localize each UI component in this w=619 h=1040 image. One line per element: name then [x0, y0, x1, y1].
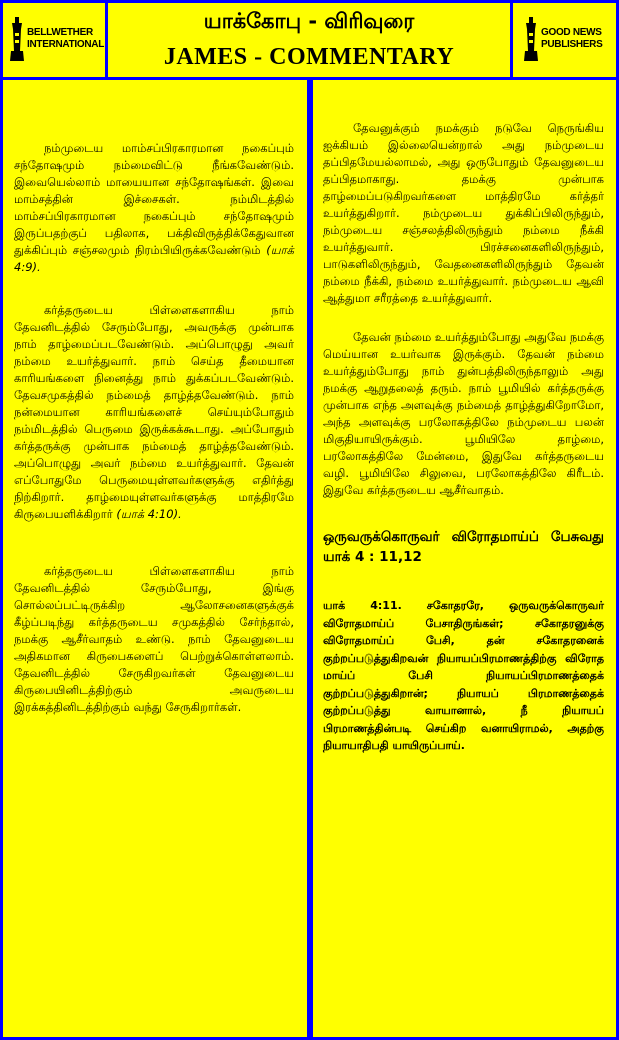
- left-column: [3, 80, 307, 1037]
- paragraph-text: கர்த்தருடைய பிள்ளைகளாகிய நாம் தேவனிடத்தில் சேரும்போது, இங்கு சொல்லப்பட்டிருக்கிற ஆலோசனைகளுக்குக் கீழ்ப்படிந்து கர்த்தருடைய சமுகத்தில் சேர்ந்தால், நமக்கு ஆசீர்வாதம் உண்டு. நாம் தேவனுடைய அதிகமான கிருபைகளைப் பெற்றுக்கொள்ளலாம். தேவனிடத்தில் சேருகிறவர்கள் தேவனுடைய கிருபையினிடத்திற்கும் அவருடைய இரக்கத்தினிடத்திற்கும் வந்து சேருகிறார்கள்.: [14, 564, 294, 714]
- right-paragraph-2: தேவன் நம்மை உயர்த்தும்போது அதுவே நமக்கு மெய்யான உயர்வாக இருக்கும். தேவன் நம்மை உயர்த்தும்போது நாம் துன்பத்திலிருந்தாலும் அது நமக்கு ஆறுதலைத் தரும். நாம் பூமியில் கர்த்தருக்கு முன்பாக எந்த அளவுக்கு நம்மைத் தாழ்த்துகிறோமோ, அந்த அளவுக்கு பரலோகத்திலே நம்முடைய பலன் மிகுதியாயிருக்கும். பூமியிலே தாழ்மை, பரலோகத்திலே மேன்மை, இதுவே கர்த்தருடைய வழி. பூமியிலே சிலுவை, பரலோகத்திலே கிரீடம். இதுவே கர்த்தருடைய ஆசீர்வாதம்.: [323, 330, 604, 497]
- left-paragraph-2: [14, 302, 294, 523]
- left-logo-line2: INTERNATIONAL: [27, 39, 105, 50]
- bellwether-logo: [9, 17, 104, 61]
- right-logo-line1: GOOD NEWS: [541, 27, 602, 38]
- tower-icon: [9, 17, 25, 61]
- good-news-logo: [523, 17, 602, 61]
- section-heading: ஒருவருக்கொருவர் விரோதமாய்ப் பேசுவது யாக் 4 : 11,12: [323, 529, 604, 565]
- verse-text: யாக் 4:11. சகோதரரே, ஒருவருக்கொருவர் விரோதமாய்ப் பேசாதிருங்கள்; சகோதரனுக்கு விரோதமாய்ப் பேசி, தன் சகோதரனைக் குற்றப்படுத்துகிறவன் நியாயப்பிரமாணத்திற்கு விரோத மாய்ப் பேசி நியாயப்பிரமாணத்தைக் குற்றப்படுத்துகிறான்; நியாயப் பிரமாணத்தைக் குற்றப்படுத்து வாயானால், நீ நியாயப் பிரமாணத்தின்படி செய்கிற வனாயிராமல், அதற்கு நியாயாதிபதி யாயிருப்பாய்.: [323, 599, 604, 752]
- paragraph-text: கர்த்தருடைய பிள்ளைகளாகிய நாம் தேவனிடத்தில் சேரும்போது, அவருக்கு முன்பாக நாம் தாழ்மைப்படவேண்டும். அப்பொழுது அவர் நம்மை உயர்த்துவார். நாம் செய்த தீமையான காரியங்களை நினைத்து நாம் துக்கப்படவேண்டும். தேவசமுகத்தில் நம்மைத் தாழ்த்தவேண்டும். நாம் நன்மையான காரியங்களைச் செய்யும்போதும் நம்மிடத்தில் பெருமை இருக்கக்கூடாது. அப்போதும் கர்த்தருக்கு முன்பாக நம்மைத் தாழ்த்தவேண்டும். அப்பொழுது அவர் நம்மை உயர்த்துவார். தேவன் எப்போதுமே பெருமையுள்ளவர்களுக்கு எதிர்த்து நிற்கிறார். தாழ்மையுள்ளவர்களுக்கு மாத்திரமே கிருபையளிக்கிறார்: [14, 303, 294, 521]
- left-logo-line1: BELLWETHER: [27, 27, 93, 38]
- right-column: [313, 80, 616, 1037]
- verse-reference: (யாக் 4:10).: [116, 507, 182, 521]
- right-logo-box: [513, 3, 616, 77]
- left-logo-box: [3, 3, 105, 77]
- right-logo-line2: PUBLISHERS: [541, 39, 603, 50]
- left-paragraph-1: [14, 140, 294, 276]
- tower-icon: [523, 17, 539, 61]
- verse-reference: (யாக் 4:9).: [14, 243, 295, 274]
- left-paragraph-3: [14, 563, 294, 716]
- paragraph-text: நம்முடைய மாம்சப்பிரகாரமான நகைப்பும் சந்தோஷமும் நம்மைவிட்டு நீங்கவேண்டும். இவையெல்லாம் மாயையான சந்தோஷங்கள். இவை மாம்சத்தின் இச்சைகள். நம்மிடத்தில் மாம்சப்பிரகாரமான நகைப்பும் சந்தோஷமும் இருப்பதற்குப் பதிலாக, பக்திவிருத்திக்கேதுவான துக்கிப்பும் சஞ்சலமும் நிரம்பியிருக்கவேண்டும்: [14, 141, 294, 257]
- title-tamil: யாக்கோபு - விரிவுரை: [203, 9, 415, 33]
- title-english: JAMES - COMMENTARY: [163, 44, 455, 70]
- right-paragraph-1: தேவனுக்கும் நமக்கும் நடுவே நெருங்கிய ஐக்கியம் இல்லையென்றால் அது நம்முடைய தப்பிதமேயல்லாமல், அது ஒருபோதும் தேவனுடைய தப்பிதமாகாது. தமக்கு முன்பாக தாழ்மைப்படுகிறவர்களை மாத்திரமே கர்த்தர் உயர்த்துகிறார். நம்முடைய துக்கிப்பிலிருந்தும், நம்முடைய சஞ்சலத்திலிருந்தும் நம்மை நீக்கி உயர்த்துவார். பிரச்சனைகளிலிருந்தும், பாடுகளிலிருந்தும், வேதனைகளிலிருந்தும் தேவன் நம்மை நீக்கி, நம்மை உயர்த்துவார். நம்முடைய ஆவி ஆத்துமா சரீரத்தை உயர்த்துவார்.: [323, 121, 604, 305]
- title-box: [108, 3, 510, 77]
